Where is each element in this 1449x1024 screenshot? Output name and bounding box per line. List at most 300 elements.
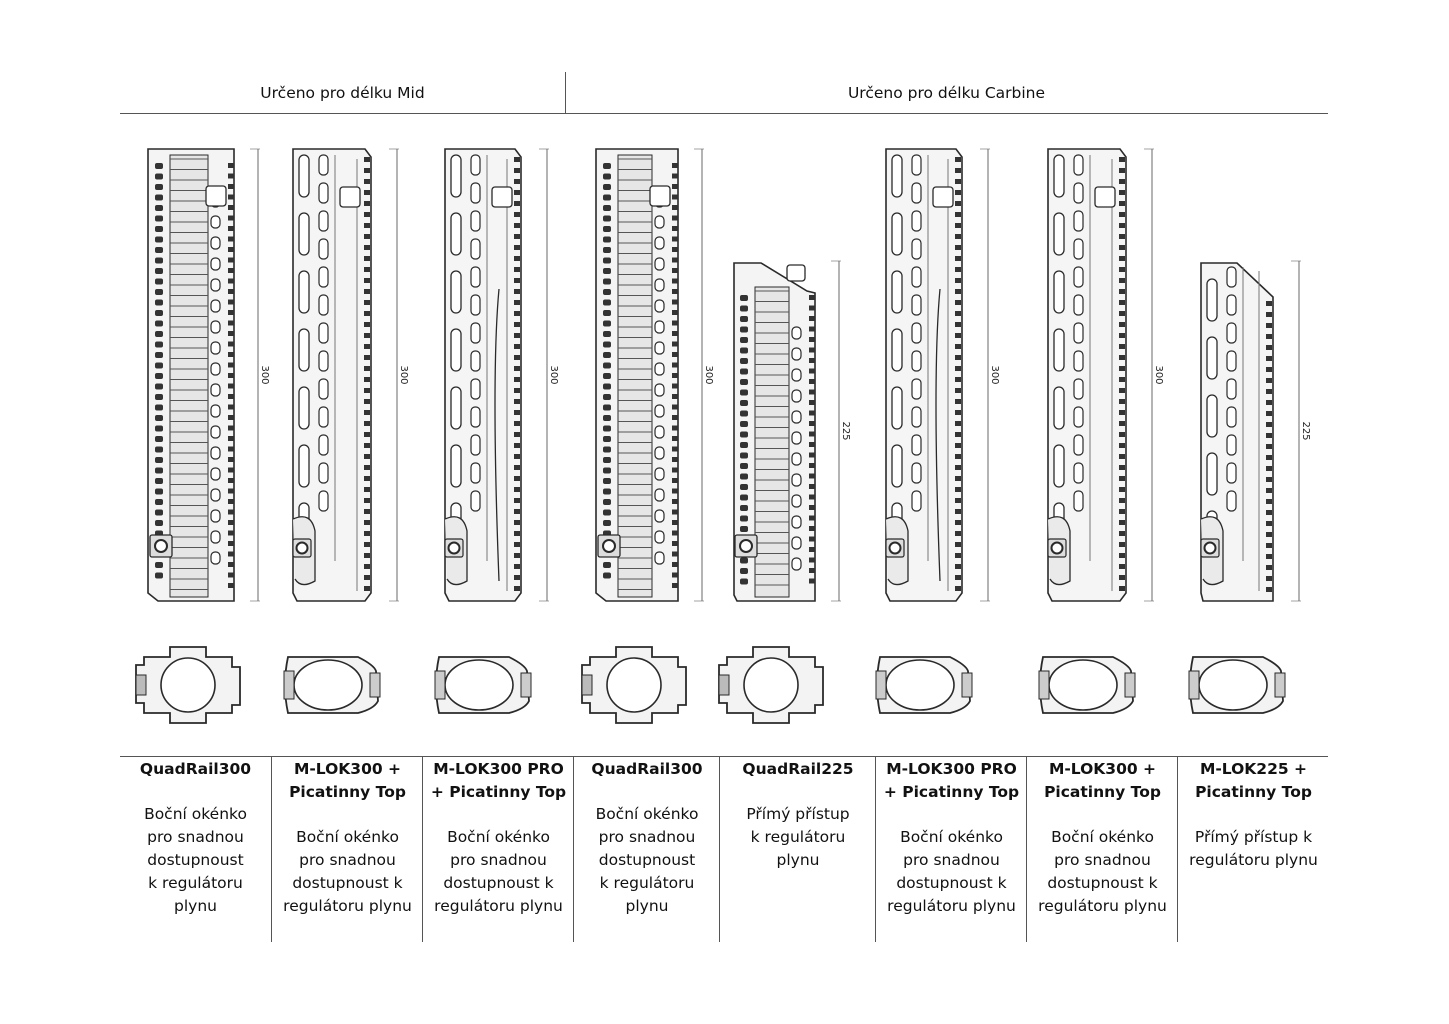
picatinny-rail — [170, 155, 208, 597]
rail-tooth — [955, 465, 961, 470]
vent-slot — [211, 384, 220, 396]
vent-slot — [655, 531, 664, 543]
mlok-slot — [1074, 183, 1083, 203]
rail-tooth — [955, 366, 961, 371]
rail-tooth — [155, 237, 163, 243]
rail-tooth — [1266, 565, 1272, 570]
rail-tooth — [514, 333, 520, 338]
mlok-slot — [299, 445, 309, 487]
mlok-slot — [319, 211, 328, 231]
rail-profile — [1275, 673, 1285, 697]
rail-tooth — [514, 311, 520, 316]
rail-tooth — [603, 163, 611, 169]
bore-circle — [445, 660, 513, 710]
mlok-slot — [1074, 295, 1083, 315]
vent-slot — [792, 369, 801, 381]
handguard-item — [1189, 261, 1311, 713]
rail-tooth — [514, 564, 520, 569]
rail-tooth — [603, 436, 611, 442]
rail-tooth — [672, 195, 678, 200]
bore-circle — [1199, 660, 1267, 710]
mlok-slot — [471, 211, 480, 231]
rail-tooth — [603, 247, 611, 253]
rail-tooth — [364, 333, 370, 338]
rail-tooth — [228, 226, 234, 231]
rail-tooth — [672, 279, 678, 284]
rail-tooth — [809, 421, 815, 426]
vent-slot — [211, 279, 220, 291]
rail-tooth — [1119, 322, 1125, 327]
mlok-slot — [892, 387, 902, 429]
rail-tooth — [228, 531, 234, 536]
rail-tooth — [1119, 465, 1125, 470]
rail-tooth — [955, 223, 961, 228]
rail-tooth — [603, 184, 611, 190]
rail-tooth — [1119, 531, 1125, 536]
rail-tooth — [955, 454, 961, 459]
rail-tooth — [740, 453, 748, 459]
rail-tooth — [955, 487, 961, 492]
rail-tooth — [603, 174, 611, 180]
rail-tooth — [514, 355, 520, 360]
mlok-slot — [471, 435, 480, 455]
rail-tooth — [603, 447, 611, 453]
mlok-slot — [1227, 351, 1236, 371]
rail-tooth — [809, 432, 815, 437]
rail-tooth — [955, 201, 961, 206]
mlok-slot — [892, 329, 902, 371]
mlok-slot — [1207, 395, 1217, 437]
mlok-slot — [299, 387, 309, 429]
rail-tooth — [514, 509, 520, 514]
rail-tooth — [228, 562, 234, 567]
rail-tooth — [228, 468, 234, 473]
rail-tooth — [514, 421, 520, 426]
vent-slot — [655, 384, 664, 396]
rail-tooth — [155, 384, 163, 390]
rail-tooth — [740, 442, 748, 448]
rail-tooth — [672, 237, 678, 242]
mlok-slot — [912, 435, 921, 455]
rail-tooth — [809, 495, 815, 500]
rail-tooth — [955, 289, 961, 294]
rail-tooth — [740, 474, 748, 480]
rail-tooth — [228, 541, 234, 546]
mlok-slot — [1074, 267, 1083, 287]
rail-tooth — [740, 558, 748, 564]
product-description: Přímý přístup k regulátoru plynu — [1189, 828, 1318, 869]
mlok-slot — [1227, 491, 1236, 511]
rail-tooth — [672, 531, 678, 536]
mlok-slot — [912, 323, 921, 343]
rail-tooth — [740, 421, 748, 427]
mlok-slot — [1074, 463, 1083, 483]
mlok-slot — [451, 155, 461, 197]
mlok-slot — [1074, 323, 1083, 343]
mlok-slot — [319, 239, 328, 259]
rail-tooth — [740, 327, 748, 333]
rail-tooth — [228, 478, 234, 483]
rail-tooth — [672, 394, 678, 399]
mlok-slot — [451, 329, 461, 371]
vent-slot — [211, 510, 220, 522]
rail-tooth — [1119, 509, 1125, 514]
rail-tooth — [228, 499, 234, 504]
rail-tooth — [155, 363, 163, 369]
mlok-slot — [471, 155, 480, 175]
rail-tooth — [1119, 311, 1125, 316]
rail-tooth — [955, 553, 961, 558]
rail-tooth — [809, 442, 815, 447]
vent-slot — [211, 489, 220, 501]
rail-tooth — [155, 163, 163, 169]
rail-tooth — [155, 457, 163, 463]
rail-tooth — [672, 520, 678, 525]
product-name: M-LOK300 + Picatinny Top — [1044, 760, 1161, 801]
gas-window — [492, 187, 512, 207]
bore-circle — [294, 660, 362, 710]
product-description: Boční okénko pro snadnou dostupnoust k regulátoru plynu — [434, 828, 563, 915]
mlok-slot — [319, 323, 328, 343]
rail-tooth — [955, 410, 961, 415]
rail-tooth — [514, 542, 520, 547]
rail-tooth — [603, 499, 611, 505]
mlok-slot — [912, 295, 921, 315]
vent-slot — [211, 300, 220, 312]
rail-tooth — [955, 355, 961, 360]
product-name: QuadRail225 — [742, 760, 854, 778]
rail-tooth — [228, 300, 234, 305]
mid-length-label: Určeno pro délku Mid — [260, 84, 425, 102]
vent-slot — [655, 300, 664, 312]
rail-tooth — [364, 311, 370, 316]
rail-tooth — [809, 316, 815, 321]
mlok-slot — [1054, 329, 1064, 371]
rail-tooth — [672, 489, 678, 494]
vent-slot — [211, 321, 220, 333]
rail-tooth — [955, 256, 961, 261]
mlok-slot — [471, 295, 480, 315]
rail-tooth — [1119, 377, 1125, 382]
rail-tooth — [364, 190, 370, 195]
rail-tooth — [364, 410, 370, 415]
rail-tooth — [155, 321, 163, 327]
rail-tooth — [155, 499, 163, 505]
rail-tooth — [809, 390, 815, 395]
screw-icon — [449, 543, 460, 554]
rail-tooth — [155, 195, 163, 201]
mlok-slot — [299, 155, 309, 197]
rail-tooth — [228, 426, 234, 431]
handguard-item — [435, 149, 559, 713]
rail-tooth — [155, 247, 163, 253]
rail-tooth — [740, 379, 748, 385]
vent-slot — [792, 432, 801, 444]
product-description: Přímý přístup k regulátoru plynu — [746, 805, 850, 869]
rail-tooth — [228, 268, 234, 273]
product-name: M-LOK300 PRO + Picatinny Top — [883, 760, 1020, 801]
rail-tooth — [228, 310, 234, 315]
rail-tooth — [228, 205, 234, 210]
rail-tooth — [155, 258, 163, 264]
rail-tooth — [603, 457, 611, 463]
vent-slot — [792, 558, 801, 570]
rail-tooth — [740, 463, 748, 469]
rail-tooth — [809, 327, 815, 332]
mlok-slot — [299, 271, 309, 313]
rail-tooth — [672, 216, 678, 221]
vent-slot — [211, 216, 220, 228]
rail-tooth — [514, 223, 520, 228]
mlok-slot — [1227, 379, 1236, 399]
dimension-label: 225 — [840, 421, 851, 441]
rail-tooth — [1119, 553, 1125, 558]
handguard-item — [719, 261, 851, 723]
rail-tooth — [672, 510, 678, 515]
gas-window — [650, 186, 670, 206]
rail-tooth — [155, 573, 163, 579]
rail-tooth — [955, 520, 961, 525]
rail-tooth — [955, 245, 961, 250]
rail-tooth — [1266, 477, 1272, 482]
rail-tooth — [603, 310, 611, 316]
handguard-item — [284, 149, 409, 713]
rail-tooth — [603, 384, 611, 390]
mlok-slot — [1207, 453, 1217, 495]
vent-slot — [655, 363, 664, 375]
rail-tooth — [1119, 278, 1125, 283]
rail-tooth — [740, 348, 748, 354]
rail-tooth — [364, 564, 370, 569]
rail-tooth — [155, 373, 163, 379]
rail-tooth — [228, 331, 234, 336]
screw-icon — [155, 540, 167, 552]
rail-tooth — [740, 316, 748, 322]
rail-tooth — [1119, 564, 1125, 569]
rail-tooth — [809, 579, 815, 584]
rail-tooth — [1119, 454, 1125, 459]
vent-slot — [211, 531, 220, 543]
rail-tooth — [514, 586, 520, 591]
rail-tooth — [514, 476, 520, 481]
rail-tooth — [1266, 367, 1272, 372]
rail-tooth — [1119, 300, 1125, 305]
rail-tooth — [228, 184, 234, 189]
vent-slot — [211, 237, 220, 249]
rail-tooth — [955, 157, 961, 162]
rail-tooth — [809, 348, 815, 353]
mlok-slot — [1207, 279, 1217, 321]
dimension-label: 300 — [259, 365, 270, 385]
mlok-slot — [471, 407, 480, 427]
rail-tooth — [1119, 212, 1125, 217]
rail-tooth — [672, 184, 678, 189]
rail-tooth — [514, 300, 520, 305]
rail-tooth — [672, 384, 678, 389]
rail-tooth — [155, 342, 163, 348]
rail-tooth — [955, 575, 961, 580]
rail-tooth — [809, 295, 815, 300]
rail-tooth — [1119, 234, 1125, 239]
rail-tooth — [955, 531, 961, 536]
rail-tooth — [955, 190, 961, 195]
rail-tooth — [1119, 366, 1125, 371]
mlok-slot — [471, 323, 480, 343]
rail-tooth — [364, 223, 370, 228]
mlok-slot — [319, 463, 328, 483]
rail-tooth — [603, 258, 611, 264]
vent-slot — [655, 510, 664, 522]
mlok-slot — [912, 267, 921, 287]
rail-tooth — [155, 268, 163, 274]
rail-tooth — [514, 322, 520, 327]
bore-circle — [744, 658, 798, 712]
rail-tooth — [364, 399, 370, 404]
rail-tooth — [1266, 532, 1272, 537]
product-description: Boční okénko pro snadnou dostupnoust k regulátoru plynu — [144, 805, 247, 915]
rail-tooth — [228, 436, 234, 441]
rail-tooth — [1119, 157, 1125, 162]
rail-profile — [962, 673, 972, 697]
rail-tooth — [1119, 267, 1125, 272]
rail-tooth — [364, 575, 370, 580]
dimension-label: 300 — [548, 365, 559, 385]
rail-tooth — [364, 388, 370, 393]
mlok-slot — [471, 463, 480, 483]
mlok-slot — [451, 271, 461, 313]
rail-tooth — [364, 542, 370, 547]
handguard-item — [1039, 149, 1164, 713]
rail-tooth — [672, 541, 678, 546]
rail-tooth — [740, 484, 748, 490]
rail-tooth — [1119, 476, 1125, 481]
rail-tooth — [740, 579, 748, 585]
mlok-slot — [912, 211, 921, 231]
mlok-slot — [892, 213, 902, 255]
mlok-slot — [892, 155, 902, 197]
rail-tooth — [672, 226, 678, 231]
product-description: Boční okénko pro snadnou dostupnoust k regulátoru plynu — [283, 828, 412, 915]
rail-tooth — [228, 363, 234, 368]
dimension-label: 300 — [989, 365, 1000, 385]
mlok-slot — [471, 351, 480, 371]
product-column — [120, 756, 271, 942]
rail-tooth — [155, 468, 163, 474]
rail-tooth — [228, 552, 234, 557]
rail-tooth — [955, 542, 961, 547]
rail-tooth — [603, 415, 611, 421]
rail-tooth — [1266, 433, 1272, 438]
vent-slot — [655, 258, 664, 270]
rail-tooth — [740, 505, 748, 511]
rail-tooth — [1119, 201, 1125, 206]
mlok-slot — [319, 435, 328, 455]
rail-tooth — [603, 573, 611, 579]
rail-tooth — [672, 436, 678, 441]
mlok-slot — [912, 351, 921, 371]
mlok-slot — [1074, 407, 1083, 427]
rail-tooth — [955, 333, 961, 338]
vent-slot — [655, 447, 664, 459]
mlok-slot — [1227, 267, 1236, 287]
rail-tooth — [672, 163, 678, 168]
rail-tooth — [603, 478, 611, 484]
vent-slot — [655, 237, 664, 249]
rail-tooth — [672, 478, 678, 483]
screw-icon — [1052, 543, 1063, 554]
rail-tooth — [228, 279, 234, 284]
mlok-slot — [1074, 379, 1083, 399]
dimension-label: 300 — [1153, 365, 1164, 385]
mlok-slot — [451, 387, 461, 429]
rail-tooth — [1119, 289, 1125, 294]
rail-tooth — [228, 342, 234, 347]
mlok-slot — [299, 213, 309, 255]
rail-tooth — [514, 278, 520, 283]
rail-tooth — [955, 509, 961, 514]
rail-tooth — [603, 268, 611, 274]
rail-tooth — [1119, 520, 1125, 525]
rail-tooth — [740, 390, 748, 396]
rail-tooth — [809, 453, 815, 458]
vent-slot — [792, 453, 801, 465]
rail-tooth — [740, 568, 748, 574]
rail-tooth — [603, 562, 611, 568]
rail-tooth — [1266, 389, 1272, 394]
mlok-slot — [892, 271, 902, 313]
mlok-slot — [912, 491, 921, 511]
rail-tooth — [740, 400, 748, 406]
product-description: Boční okénko pro snadnou dostupnoust k regulátoru plynu — [595, 805, 699, 915]
vent-slot — [792, 537, 801, 549]
rail-tooth — [514, 245, 520, 250]
rail-profile — [1125, 673, 1135, 697]
mlok-slot — [471, 267, 480, 287]
rail-tooth — [1266, 488, 1272, 493]
rail-tooth — [1119, 179, 1125, 184]
rail-tooth — [228, 583, 234, 588]
rail-tooth — [672, 468, 678, 473]
rail-tooth — [1266, 554, 1272, 559]
rail-tooth — [514, 432, 520, 437]
vent-slot — [211, 468, 220, 480]
rail-tooth — [155, 415, 163, 421]
vent-slot — [792, 474, 801, 486]
rail-tooth — [672, 310, 678, 315]
mlok-slot — [1054, 387, 1064, 429]
rail-tooth — [364, 520, 370, 525]
rail-tooth — [155, 205, 163, 211]
rail-tooth — [1266, 499, 1272, 504]
product-column — [271, 756, 423, 942]
dimension-label: 225 — [1300, 421, 1311, 441]
mlok-slot — [1227, 295, 1236, 315]
rail-tooth — [809, 474, 815, 479]
mlok-slot — [1054, 155, 1064, 197]
rail-tooth — [955, 278, 961, 283]
rail-tooth — [514, 454, 520, 459]
mlok-slot — [1227, 407, 1236, 427]
rail-tooth — [955, 179, 961, 184]
rail-tooth — [364, 421, 370, 426]
rail-tooth — [1119, 344, 1125, 349]
rail-tooth — [955, 399, 961, 404]
bore-circle — [886, 660, 954, 710]
rail-tooth — [514, 201, 520, 206]
gas-window — [206, 186, 226, 206]
rail-tooth — [364, 432, 370, 437]
rail-tooth — [1266, 378, 1272, 383]
